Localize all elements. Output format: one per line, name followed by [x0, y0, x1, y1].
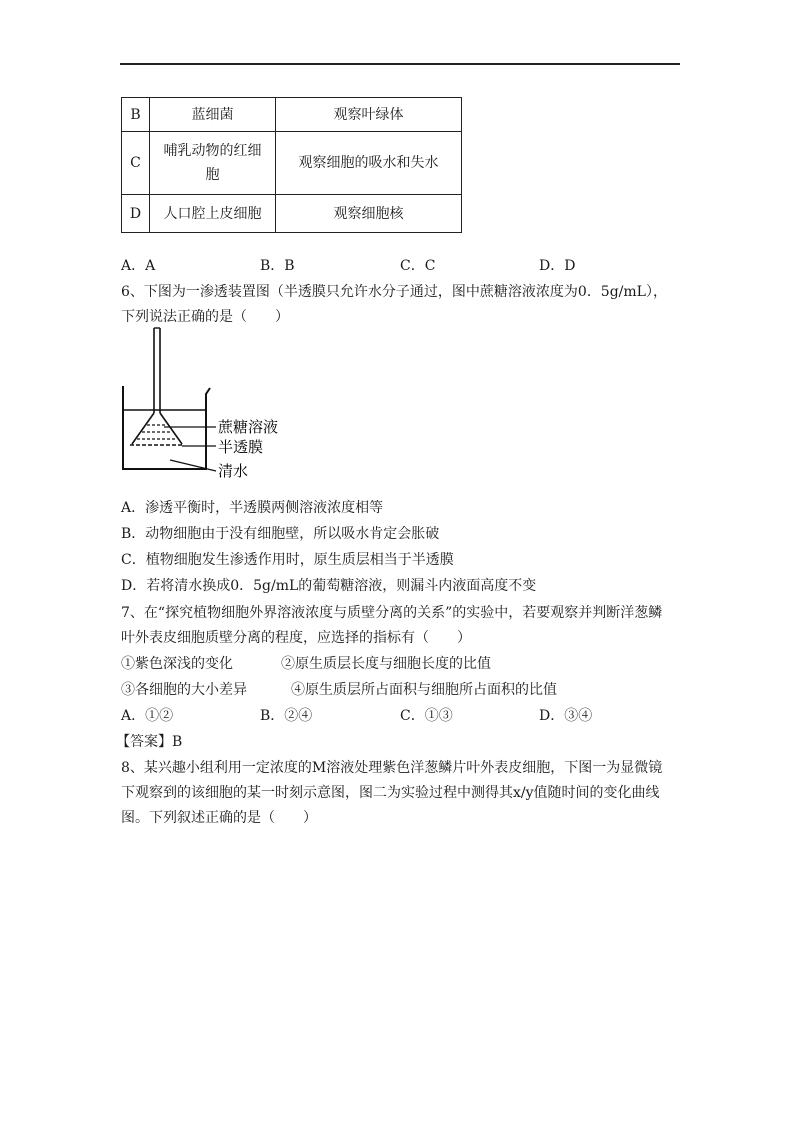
q7-stem-line1: 7、在“探究植物细胞外界溶液浓度与质壁分离的关系”的实验中，若要观察并判断洋葱鳞: [121, 605, 663, 621]
q6-stem-line2: 下列说法正确的是（ ）: [121, 309, 289, 325]
options-table: [121, 97, 462, 233]
table-row: [122, 195, 462, 233]
q7-item-3: ③各细胞的大小差异: [121, 682, 247, 698]
q6-option-a[interactable]: A．渗透平衡时，半透膜两侧溶液浓度相等: [121, 500, 384, 516]
table-row: [122, 132, 462, 195]
q5-choice-b[interactable]: B．B: [260, 258, 295, 274]
row-label: C: [122, 132, 150, 195]
q7-choice-b[interactable]: B．②④: [260, 708, 313, 724]
q7-choice-d[interactable]: D．③④: [539, 708, 593, 724]
q7-choice-a[interactable]: A．①②: [121, 708, 174, 724]
row-material: [150, 132, 276, 195]
q8-line3: 图。下列叙述正确的是（ ）: [121, 810, 317, 826]
q7-choice-c[interactable]: C．①③: [400, 708, 453, 724]
q7-item-2: ②原生质层长度与细胞长度的比值: [281, 656, 491, 672]
row-purpose: 观察叶绿体: [276, 98, 462, 132]
q8-line2: 下观察到的该细胞的某一时刻示意图，图二为实验过程中测得其x/y值随时间的变化曲线: [121, 785, 660, 801]
row-purpose: 观察细胞的吸水和失水: [276, 132, 462, 195]
q6-option-b[interactable]: B．动物细胞由于没有细胞壁，所以吸水肯定会胀破: [121, 526, 440, 542]
row-material-text: 哺乳动物的红细胞: [163, 143, 262, 183]
row-material: 蓝细菌: [150, 98, 276, 132]
row-material: 人口腔上皮细胞: [150, 195, 276, 233]
q5-choice-d[interactable]: D．D: [539, 258, 576, 274]
q6-option-c[interactable]: C．植物细胞发生渗透作用时，原生质层相当于半透膜: [121, 552, 454, 568]
q6-stem-line1: 6、下图为一渗透装置图（半透膜只允许水分子通过，图中蔗糖溶液浓度为0．5g/mL），: [121, 284, 667, 300]
row-label: D: [122, 195, 150, 233]
q8-line1: 8、某兴趣小组利用一定浓度的M溶液处理紫色洋葱鳞片叶外表皮细胞，下图一为显微镜: [121, 760, 663, 776]
q5-choice-c[interactable]: C．C: [400, 258, 436, 274]
q7-answer: 【答案】B: [116, 734, 183, 750]
q7-item-1: ①紫色深浅的变化: [121, 656, 233, 672]
label-water: 清水: [218, 462, 249, 480]
label-sucrose: 蔗糖溶液: [218, 418, 279, 436]
q7-stem-line2: 叶外表皮细胞质壁分离的程度，应选择的指标有（ ）: [121, 630, 471, 646]
label-membrane: 半透膜: [218, 438, 264, 456]
q5-choice-a[interactable]: A．A: [121, 258, 156, 274]
row-purpose: 观察细胞核: [276, 195, 462, 233]
header-rule: [120, 63, 680, 65]
q7-item-4: ④原生质层所占面积与细胞所占面积的比值: [291, 682, 557, 698]
q6-option-d[interactable]: D．若将清水换成0．5g/mL的葡萄糖溶液，则漏斗内液面高度不变: [121, 578, 537, 594]
row-label: B: [122, 98, 150, 132]
osmosis-apparatus-figure: [118, 326, 298, 486]
table-row: [122, 98, 462, 132]
